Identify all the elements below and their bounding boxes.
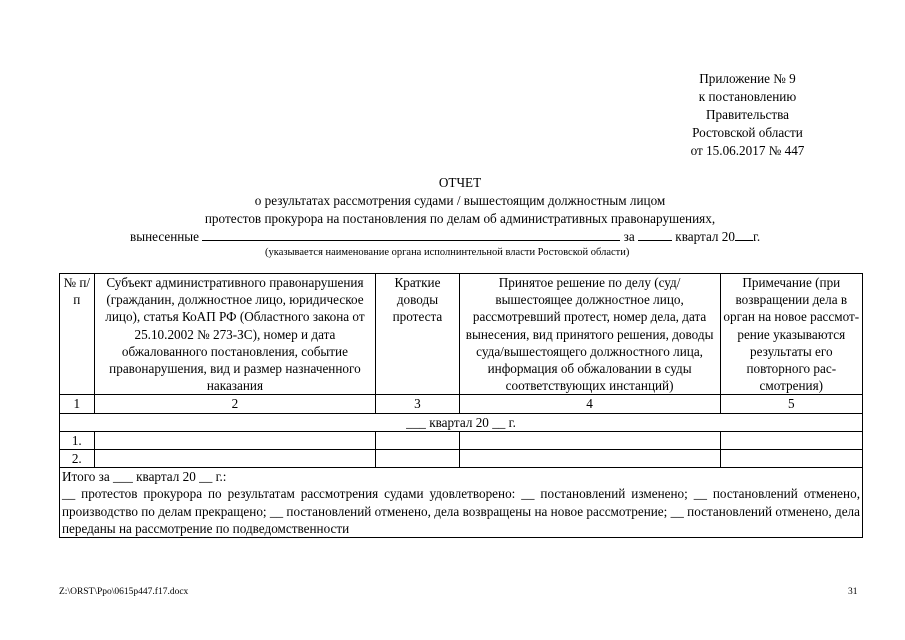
appendix-line-4: Ростовской области xyxy=(692,125,803,140)
issued-prefix: вынесенные xyxy=(130,229,200,244)
header-col-arguments: Краткие доводы протеста xyxy=(376,274,459,395)
table-row xyxy=(60,450,863,468)
quarter-mid: __ xyxy=(492,414,506,430)
issued-by-note: (указывается наименование органа исполнинтельной власти Ростовской области) xyxy=(265,247,630,258)
header-col-subject: Субъект административного правонарушения (гражданин, должностное лицо, юридическое лицо), статья КоАП РФ (Областного закона от 25.10.2002 № 273-ЗС), номер и дата обжалованного постановления, событие правонарушения, вид и размер назначенного наказания xyxy=(94,274,376,395)
column-number-row xyxy=(60,395,863,413)
appendix-line-3: Правительства xyxy=(706,107,789,122)
quarter-blank xyxy=(638,228,672,241)
empty-cell xyxy=(459,431,720,449)
appendix-block xyxy=(665,70,830,160)
empty-cell xyxy=(376,450,459,468)
column-number: 1 xyxy=(60,395,95,413)
row-number: 2. xyxy=(60,450,95,468)
column-number: 2 xyxy=(94,395,376,413)
issued-by-line xyxy=(100,228,820,246)
quarter-row xyxy=(60,413,863,431)
quarter-cell xyxy=(60,413,863,431)
empty-cell xyxy=(94,450,376,468)
total-heading: Итого за ___ квартал 20 __ г.: xyxy=(62,469,227,485)
empty-cell xyxy=(720,450,862,468)
footer-page-number: 31 xyxy=(848,587,858,597)
report-subtitle-line-1: о результатах рассмотрения судами / вышестоящим должностным лицом xyxy=(254,193,666,208)
header-col-num: № п/п xyxy=(60,274,95,395)
quarter-prefix: ___ xyxy=(406,414,426,430)
row-number: 1. xyxy=(60,431,95,449)
year-blank xyxy=(735,228,753,241)
footer-file-path: Z:\ORST\Ppo\0615p447.f17.docx xyxy=(59,587,189,597)
header-col-note: Примечание (при возвращении дела в орган на новое рассмот-рение указываются результаты его повторного рас-смотрения) xyxy=(720,274,862,395)
header-row xyxy=(60,274,863,395)
report-table xyxy=(59,273,863,538)
appendix-line-5: от 15.06.2017 № 447 xyxy=(690,143,805,158)
report-heading: ОТЧЕТ xyxy=(438,175,482,190)
total-cell xyxy=(60,468,863,538)
empty-cell xyxy=(459,450,720,468)
appendix-line-1: Приложение № 9 xyxy=(699,71,796,86)
total-text: __ протестов прокурора по результатам рассмотрения судами удовлетворено: __ постановлений изменено; __ постановлений отменено, производство по делам прекращено; __ постановлений отменено, дела возвращены на новое рассмотрение; __ постановлений отменено, дела переданы на рассмотрение по подведомственности xyxy=(62,486,860,536)
empty-cell xyxy=(376,431,459,449)
appendix-line-2: к постановлению xyxy=(698,89,797,104)
quarter-suffix: г. xyxy=(508,414,516,430)
empty-cell xyxy=(720,431,862,449)
issued-mid: за xyxy=(623,229,635,244)
column-number: 3 xyxy=(376,395,459,413)
report-title-block xyxy=(100,174,820,260)
total-row xyxy=(60,468,863,538)
column-number: 5 xyxy=(720,395,862,413)
issued-quarter: квартал 20 xyxy=(675,229,735,244)
report-subtitle-line-2: протестов прокурора на постановления по делам об административных правонарушениях, xyxy=(204,211,716,226)
column-number: 4 xyxy=(459,395,720,413)
issued-suffix: г. xyxy=(753,229,761,244)
quarter-label: квартал 20 xyxy=(429,414,489,430)
empty-cell xyxy=(94,431,376,449)
table-row xyxy=(60,431,863,449)
header-col-decision: Принятое решение по делу (суд/вышестоящее должностное лицо, рассмотревший протест, номер дела, дата вынесения, вид принятого решения, доводы суда/вышестоящего должностного лица, информация об обжаловании в суды соответствующих инстанций) xyxy=(459,274,720,395)
issued-by-blank xyxy=(202,228,620,241)
